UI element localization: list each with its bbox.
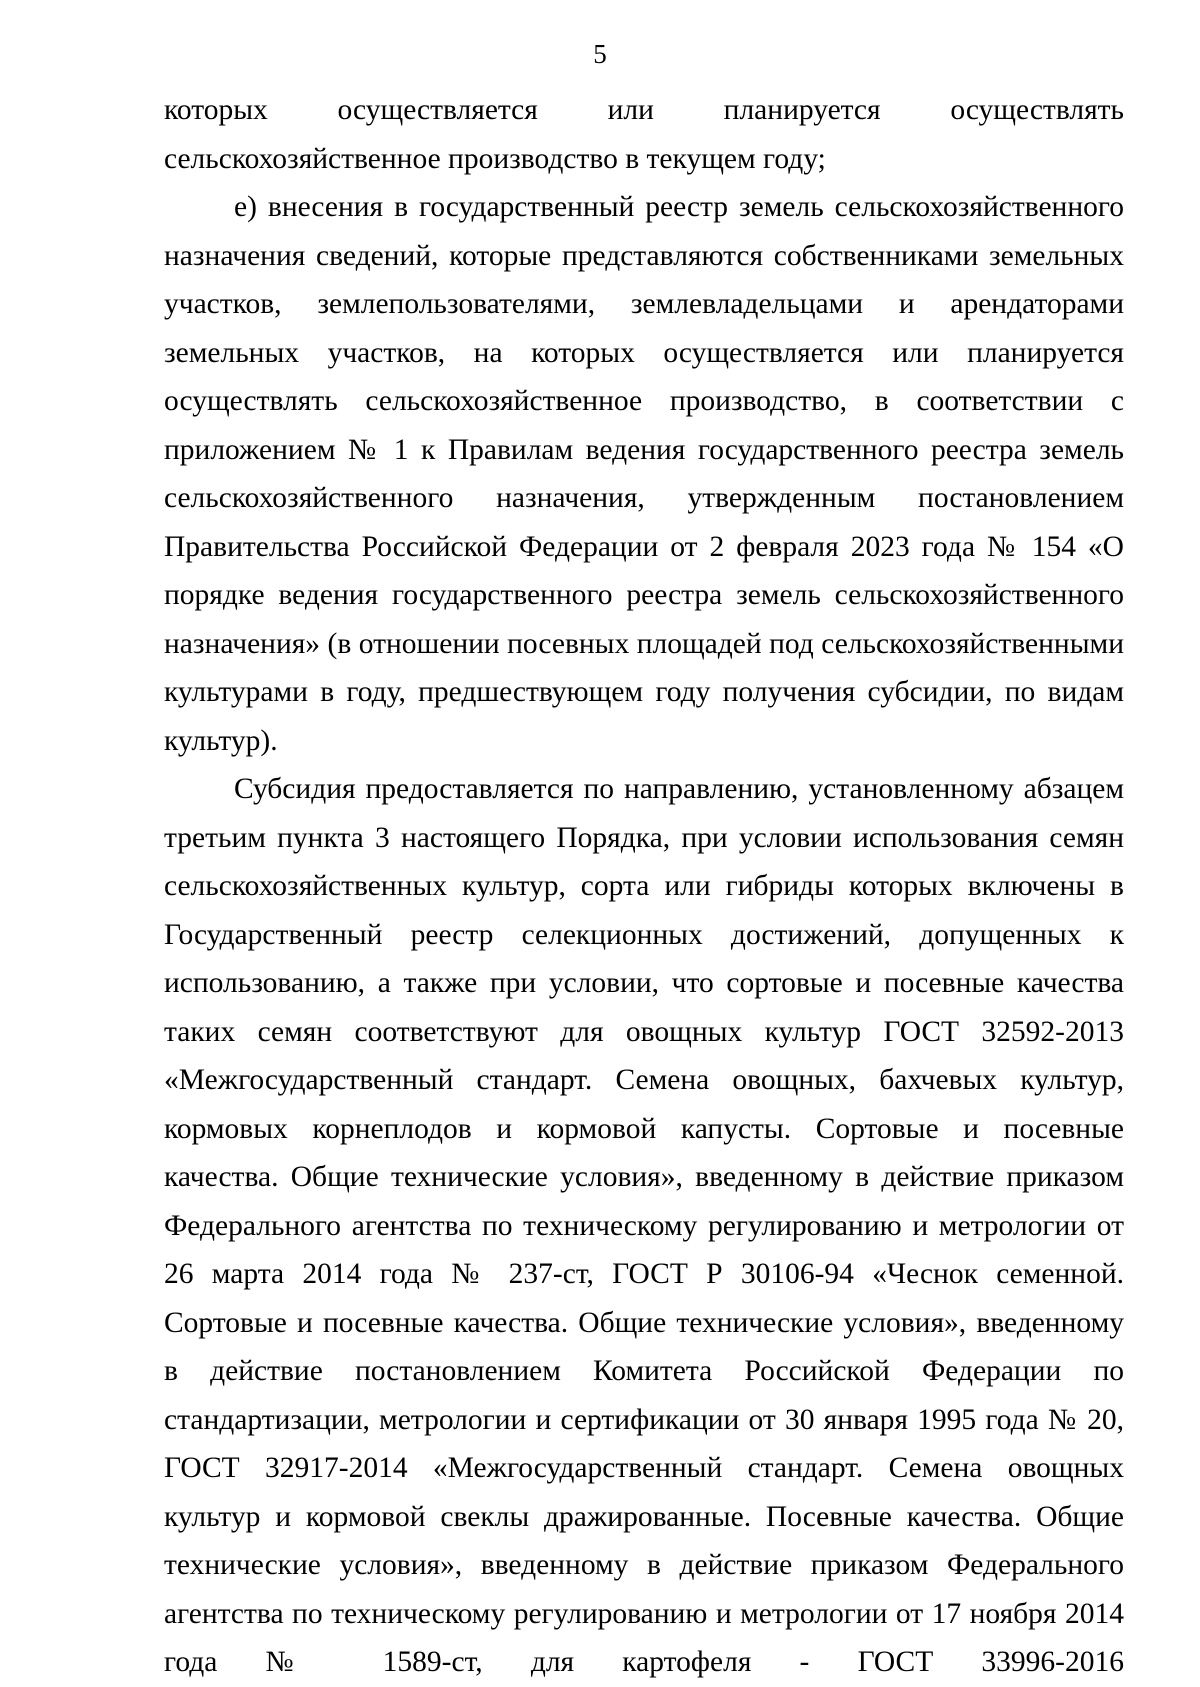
paragraph-continuation: которых осуществляется или планируется осуществлять сельскохозяйственное производство в текущем году; xyxy=(164,94,1124,175)
document-body xyxy=(164,86,1124,1687)
paragraph-subsidy-conditions: Субсидия предоставляется по направлению, установленному абзацем третьим пункта 3 настоящего Порядка, при условии использования семян сельскохозяйственных культур, сорта или гибриды которых включены в Государственный реестр селекционных достижений, допущенных к использованию, а также при условии, что сортовые и посевные качества таких семян соответствуют для овощных культур ГОСТ 32592-2013 «Межгосударственный стандарт. Семена овощных, бахчевых культур, кормовых корнеплодов и кормовой капусты. Сортовые и посевные качества. Общие технические условия», введенному в действие приказом Федерального агентства по техническому регулированию и метрологии от 26 марта 2014 года № 237-ст, ГОСТ Р 30106-94 «Чеснок семенной. Сортовые и посевные качества. Общие технические условия», введенному в действие постановлением Комитета Российской Федерации по стандартизации, метрологии и сертификации от 30 января 1995 года № 20, ГОСТ 32917-2014 «Межгосударственный стандарт. Семена овощных культур и кормовой свеклы дражированные. Посевные качества. Общие технические условия», введенному в действие приказом Федерального агентства по техническому регулированию и метрологии от 17 ноября 2014 года № 1589-ст, для картофеля - ГОСТ 33996-2016 xyxy=(164,773,1124,1678)
page-number: 5 xyxy=(593,39,607,69)
paragraph-item-e: е) внесения в государственный реестр земель сельскохозяйственного назначения сведений, которые представляются собственниками земельных участков, землепользователями, землевладельцами и арендаторами земельных участков, на которых осуществляется или планируется осуществлять сельскохозяйственное производство, в соответствии с приложением № 1 к Правилам ведения государственного реестра земель сельскохозяйственного назначения, утвержденным постановлением Правительства Российской Федерации от 2 февраля 2023 года № 154 «О порядке ведения государственного реестра земель сельскохозяйственного назначения» (в отношении посевных площадей под сельскохозяйственными культурами в году, предшествующем году получения субсидии, по видам культур). xyxy=(164,191,1124,757)
